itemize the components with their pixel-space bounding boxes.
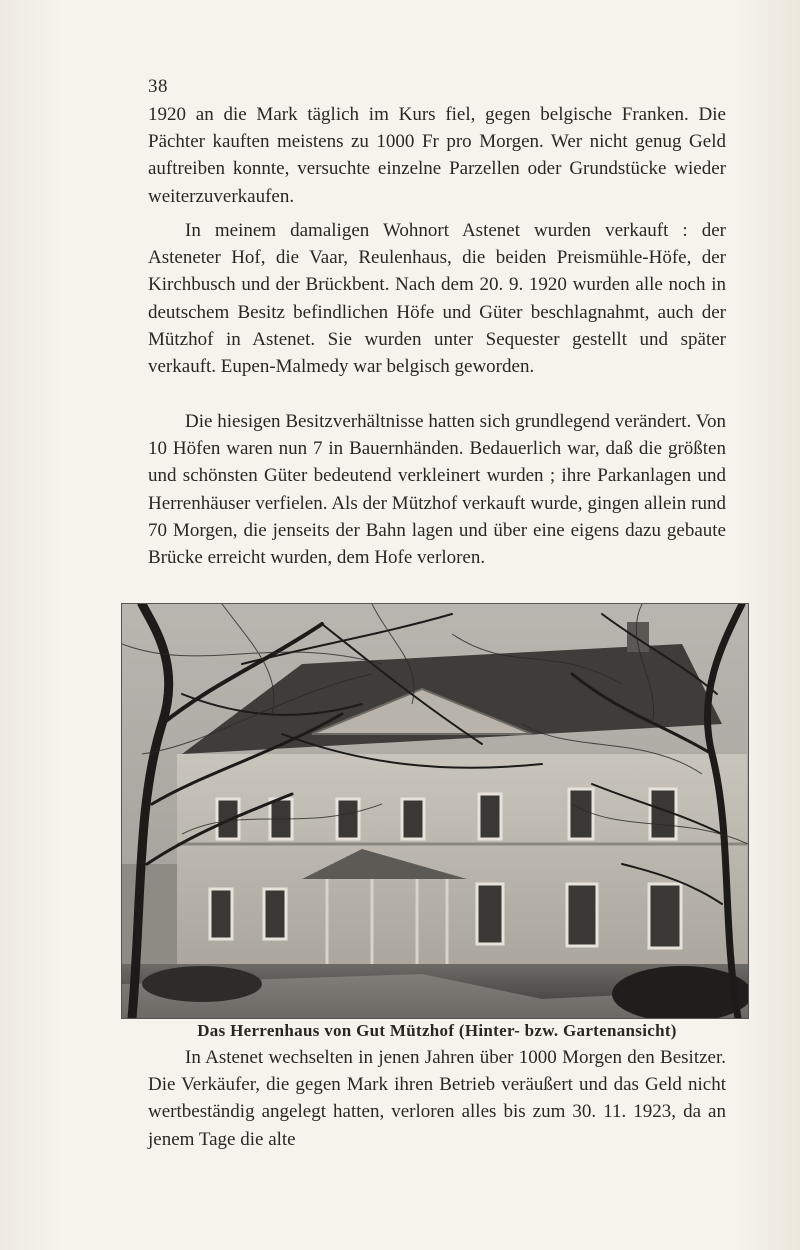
manor-house-photo	[121, 603, 749, 1019]
paragraph-1: 1920 an die Mark täglich im Kurs fiel, gegen belgische Franken. Die Pächter kauften meistens zu 1000 Fr pro Morgen. Wer nicht genug Geld auftreiben konnte, versuchte einzelne Parzellen oder Grundstücke wieder weiterzuverkaufen.	[148, 104, 726, 207]
paragraph-4: In Astenet wechselten in jenen Jahren über 1000 Morgen den Besitzer. Die Verkäufer, die gegen Mark ihren Betrieb veräußert und das Geld nicht wertbeständig angelegt hatten, verloren alles bis zum 30. 11. 1923, da an jenem Tage die alte	[148, 1047, 726, 1150]
paragraph-continuation	[148, 101, 726, 210]
paragraph-2: In meinem damaligen Wohnort Astenet wurden verkauft : der Asteneter Hof, die Vaar, Reulenhaus, die beiden Preismühle-Höfe, der Kirchbusch und der Brückbent. Nach dem 20. 9. 1920 wurden alle noch in deutschem Besitz befindlichen Höfe und Güter beschlagnahmt, auch der Mützhof in Astenet. Sie wurden unter Sequester gestellt und später verkauft. Eupen-Malmedy war belgisch geworden.	[148, 220, 726, 378]
paragraph-block-2	[148, 217, 726, 380]
page-number: 38	[148, 76, 168, 97]
paragraph-3: Die hiesigen Besitzverhältnisse hatten sich grundlegend verändert. Von 10 Höfen waren nun 7 in Bauernhänden. Bedauerlich war, daß die größten und schönsten Güter bedeutend verkleinert wurden ; ihre Parkanlagen und Herrenhäuser verfielen. Als der Mützhof verkauft wurde, gingen allein rund 70 Morgen, die jenseits der Bahn lagen und über eine eigens dazu gebaute Brücke erreicht wurden, dem Hofe verloren.	[148, 411, 726, 569]
paragraph-block-3	[148, 408, 726, 571]
paragraph-block-4	[148, 1044, 726, 1153]
photo-caption: Das Herrenhaus von Gut Mützhof (Hinter- bzw. Gartenansicht)	[197, 1021, 677, 1040]
